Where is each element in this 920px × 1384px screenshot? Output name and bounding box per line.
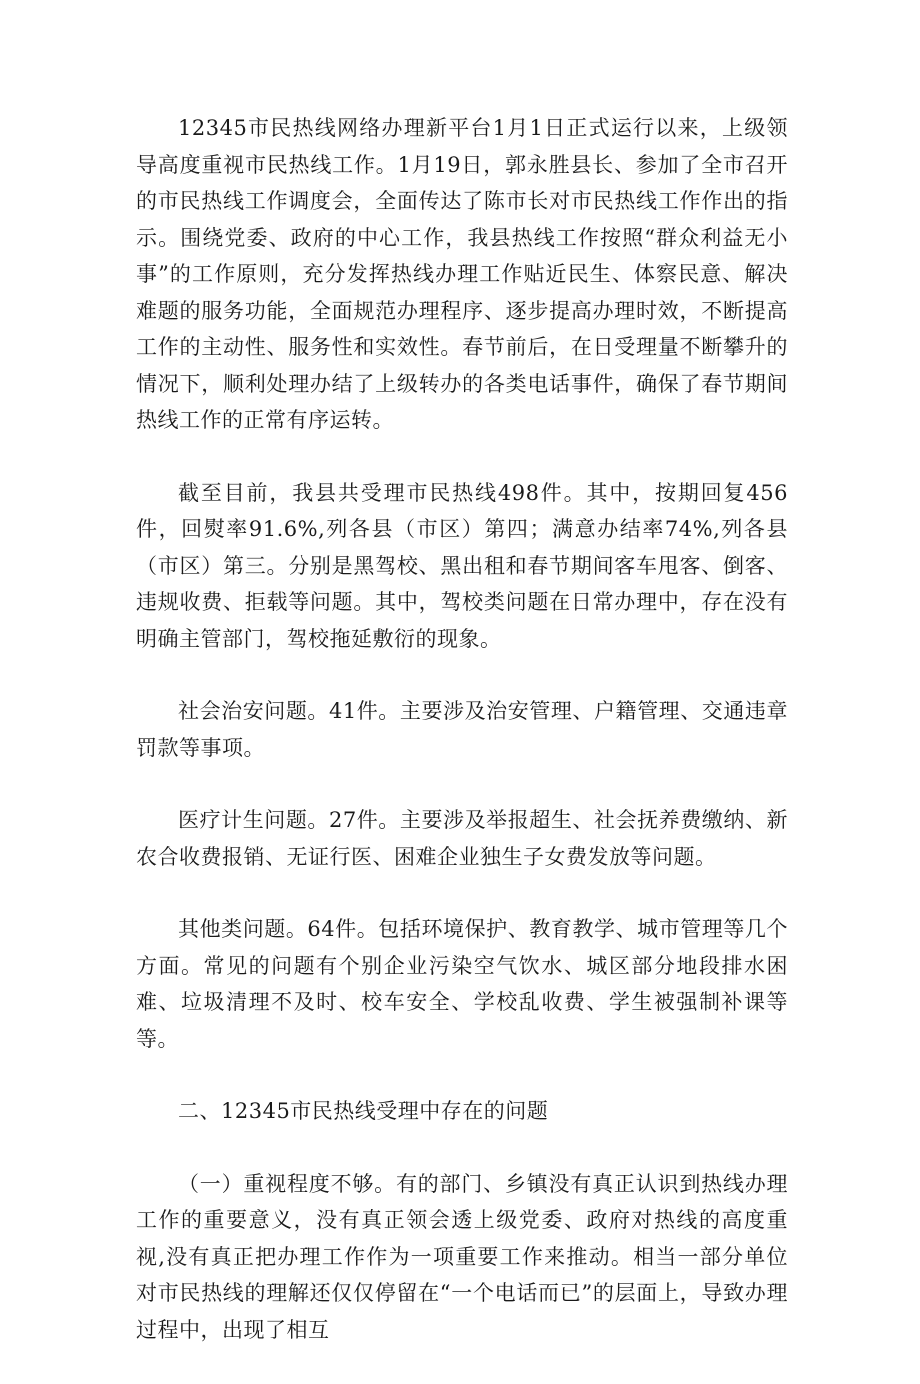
- document-body: [136, 110, 788, 1384]
- paragraph-medical: 医疗计生问题。27件。主要涉及举报超生、社会抚养费缴纳、新农合收费报销、无证行医、困难企业独生子女费发放等问题。: [136, 808, 788, 869]
- paragraph-other: 其他类问题。64件。包括环境保护、教育教学、城市管理等几个方面。常见的问题有个别企业污染空气饮水、城区部分地段排水困难、垃圾清理不及时、校车安全、学校乱收费、学生被强制补课等等。: [136, 917, 788, 1051]
- paragraph-public-security: 社会治安问题。41件。主要涉及治安管理、户籍管理、交通违章罚款等事项。: [136, 699, 788, 760]
- section-heading: 二、12345市民热线受理中存在的问题: [178, 1099, 549, 1123]
- paragraph-intro: 12345市民热线网络办理新平台1月1日正式运行以来，上级领导高度重视市民热线工作。1月19日，郭永胜县长、参加了全市召开的市民热线工作调度会，全面传达了陈市长对市民热线工作作出的指示。围绕党委、政府的中心工作，我县热线工作按照“群众利益无小事”的工作原则，充分发挥热线办理工作贴近民生、体察民意、解决难题的服务功能，全面规范办理程序、逐步提高办理时效，不断提高工作的主动性、服务性和实效性。春节前后，在日受理量不断攀升的情况下，顺利处理办结了上级转办的各类电话事件，确保了春节期间热线工作的正常有序运转。: [136, 116, 788, 432]
- paragraph-problem-one: （一）重视程度不够。有的部门、乡镇没有真正认识到热线办理工作的重要意义，没有真正领会透上级党委、政府对热线的高度重视,没有真正把办理工作作为一项重要工作来推动。相当一部分单位对市民热线的理解还仅仅停留在“一个电话而已”的层面上，导致办理过程中，出现了相互: [136, 1171, 788, 1342]
- paragraph-statistics: 截至目前，我县共受理市民热线498件。其中，按期回复456件，回熨率91.6%,列各县（市区）第四；满意办结率74%,列各县（市区）第三。分别是黑驾校、黑出租和春节期间客车甩客、倒客、违规收费、拒载等问题。其中，驾校类问题在日常办理中，存在没有明确主管部门，驾校拖延敷衍的现象。: [136, 480, 788, 651]
